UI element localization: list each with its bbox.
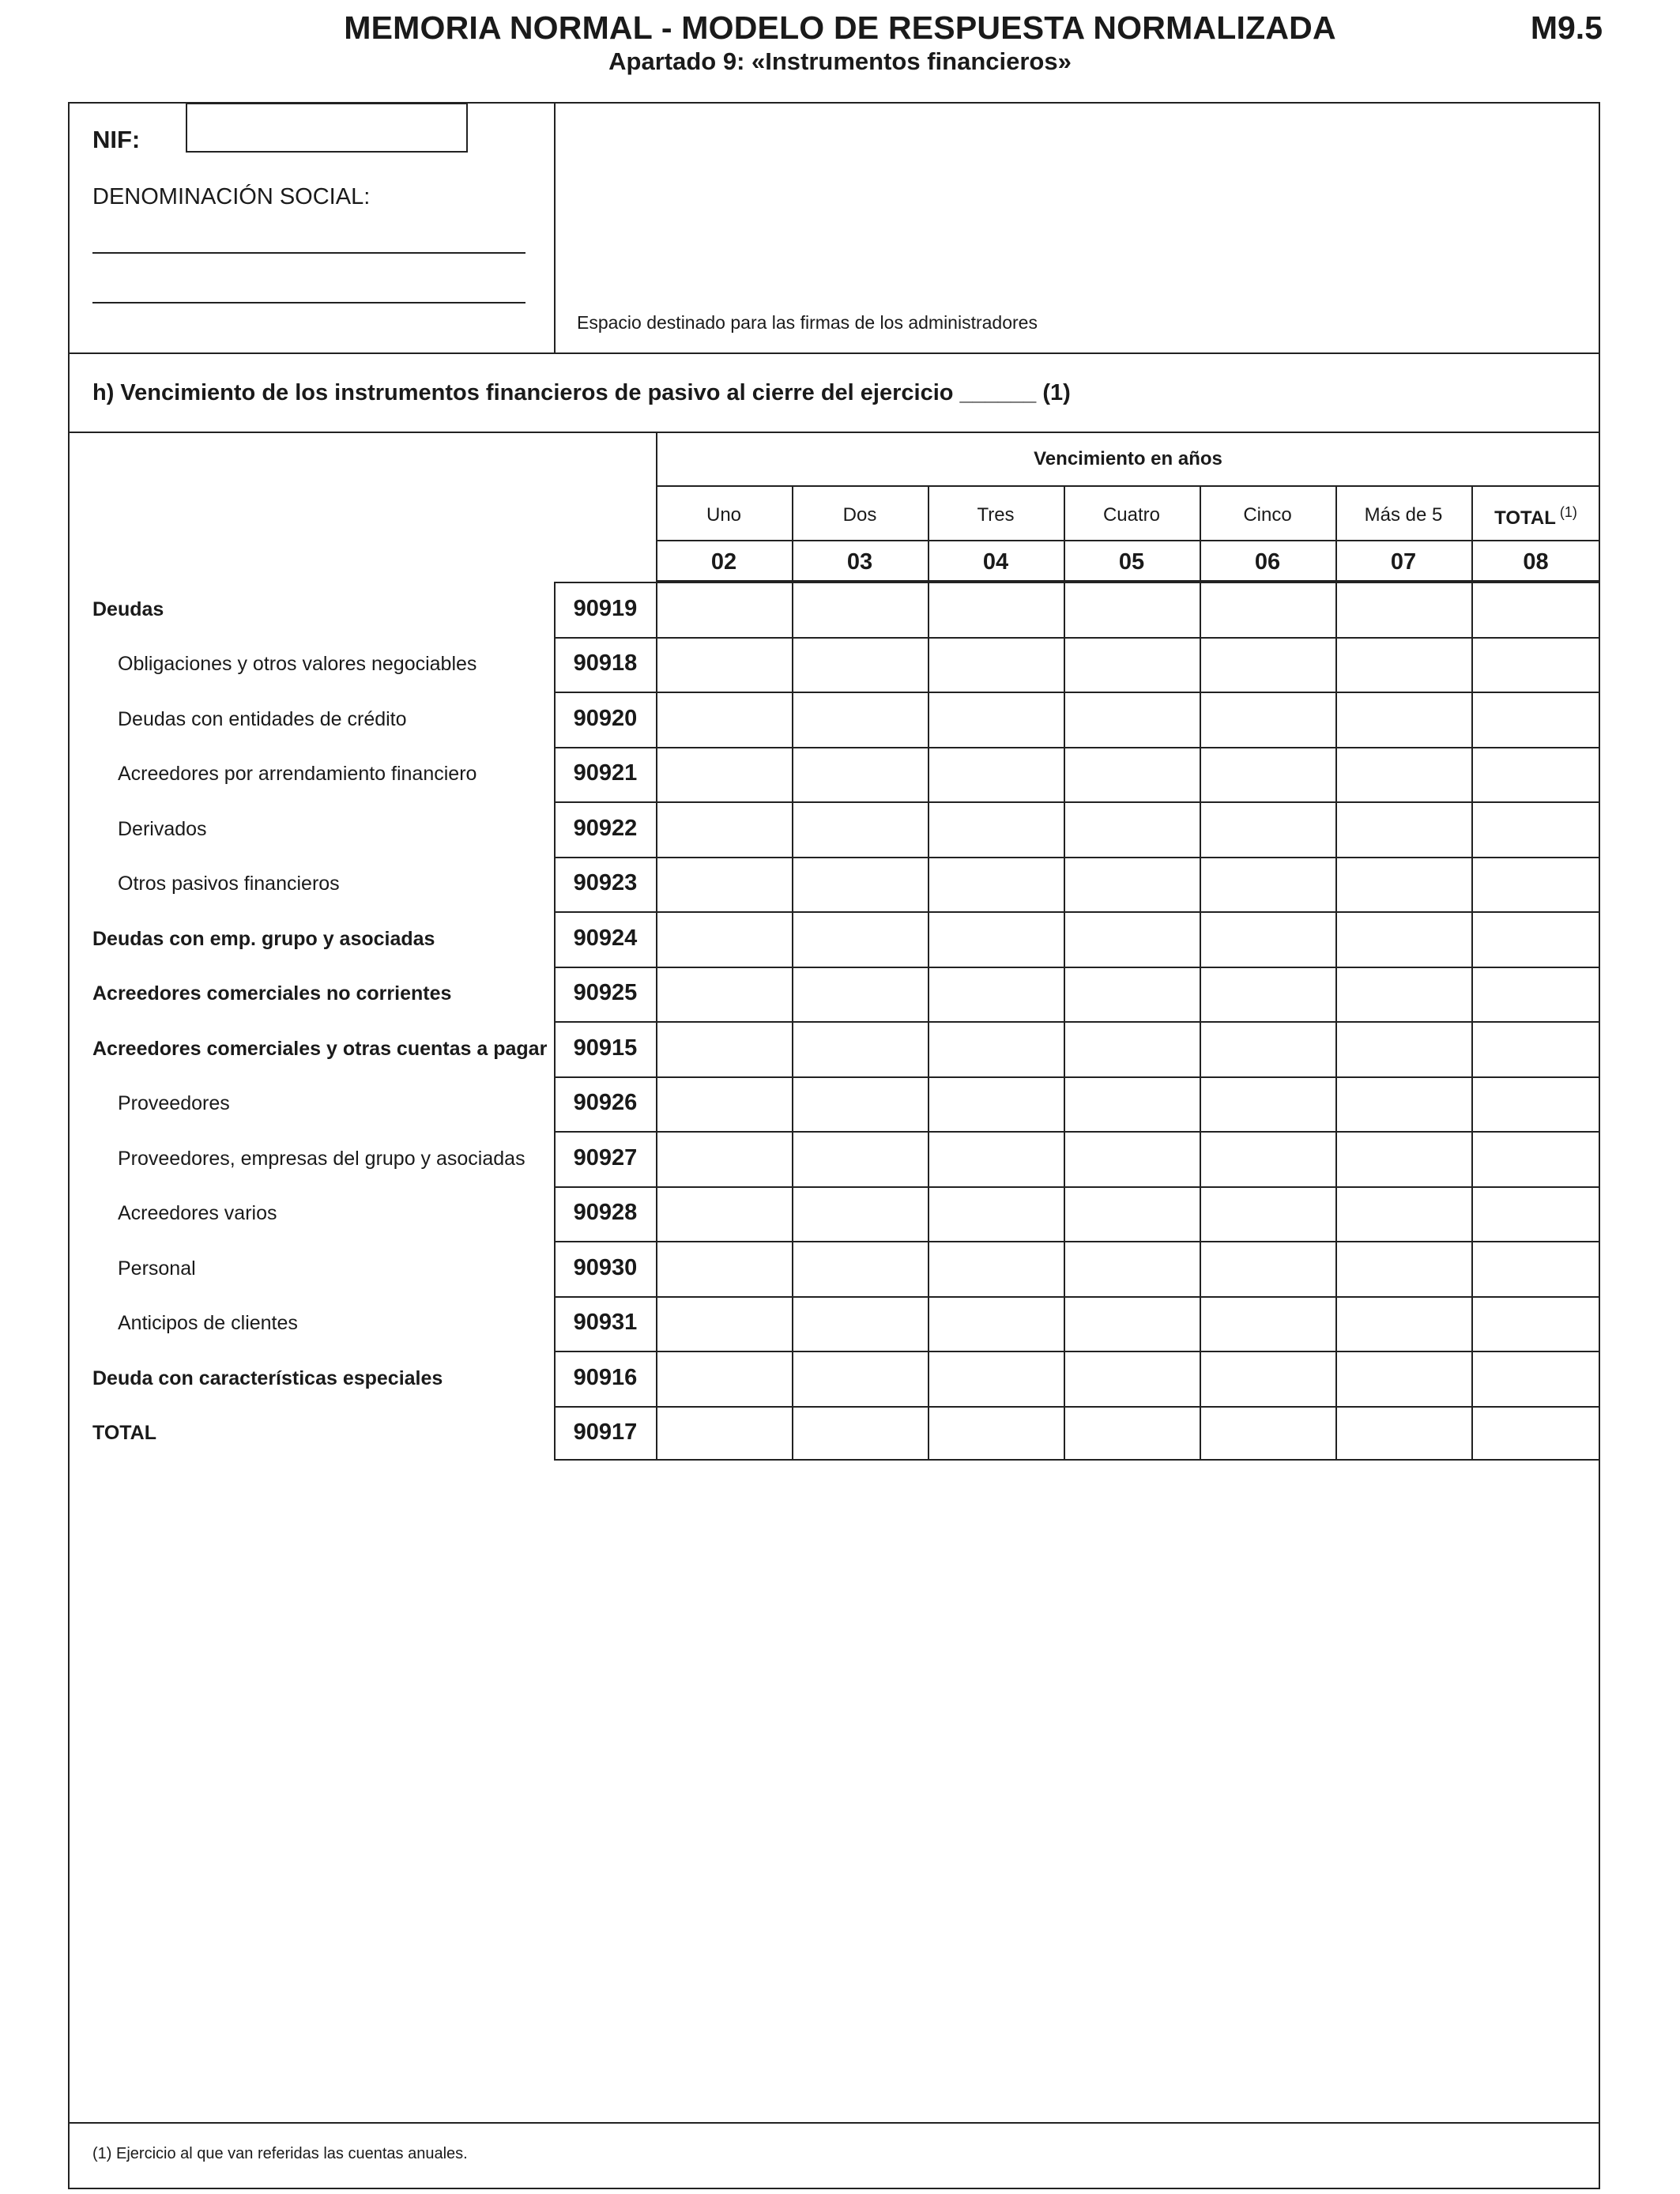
column-header-08 [1471, 504, 1600, 530]
row-code-90925: 90925 [573, 980, 638, 1006]
amount-input-90918-08[interactable] [1471, 637, 1600, 692]
amount-input-90927-04[interactable] [928, 1131, 1064, 1186]
row-label-90925: Acreedores comerciales no corrientes [92, 982, 452, 1005]
amount-input-90920-03[interactable] [792, 692, 928, 747]
amount-input-90920-04[interactable] [928, 692, 1064, 747]
amount-input-90931-04[interactable] [928, 1296, 1064, 1351]
amount-input-90921-07[interactable] [1335, 747, 1471, 802]
row-code-90922: 90922 [573, 815, 638, 841]
amount-input-90918-04[interactable] [928, 637, 1064, 692]
amount-input-90931-07[interactable] [1335, 1296, 1471, 1351]
amount-input-90925-06[interactable] [1200, 967, 1335, 1022]
amount-input-90930-02[interactable] [656, 1241, 792, 1296]
amount-input-90919-05[interactable] [1064, 582, 1200, 637]
amount-input-90918-06[interactable] [1200, 637, 1335, 692]
form-code: M9.5 [1530, 9, 1603, 46]
amount-input-90915-05[interactable] [1064, 1021, 1200, 1076]
amount-input-90915-03[interactable] [792, 1021, 928, 1076]
amount-input-90927-07[interactable] [1335, 1131, 1471, 1186]
amount-input-90930-06[interactable] [1200, 1241, 1335, 1296]
column-header-05 [1064, 504, 1200, 526]
amount-input-90928-04[interactable] [928, 1186, 1064, 1242]
amount-input-90924-03[interactable] [792, 911, 928, 967]
row-code-90927: 90927 [573, 1144, 638, 1171]
amount-input-90922-02[interactable] [656, 801, 792, 857]
amount-input-90928-06[interactable] [1200, 1186, 1335, 1242]
amount-input-90921-04[interactable] [928, 747, 1064, 802]
amount-input-90926-08[interactable] [1471, 1076, 1600, 1132]
amount-input-90925-02[interactable] [656, 967, 792, 1022]
amount-input-90921-02[interactable] [656, 747, 792, 802]
row-label-90923: Otros pasivos financieros [118, 873, 340, 895]
amount-input-90926-05[interactable] [1064, 1076, 1200, 1132]
amount-input-90917-06[interactable] [1200, 1406, 1335, 1461]
amount-input-90915-02[interactable] [656, 1021, 792, 1076]
amount-input-90930-03[interactable] [792, 1241, 928, 1296]
amount-input-90922-03[interactable] [792, 801, 928, 857]
row-label-90916: Deuda con características especiales [92, 1367, 443, 1389]
row-code-90920: 90920 [573, 705, 638, 731]
row-label-90930: Personal [118, 1257, 196, 1280]
form-title: MEMORIA NORMAL - MODELO DE RESPUESTA NORMALIZADA [344, 9, 1336, 46]
denominacion-label: DENOMINACIÓN SOCIAL: [92, 184, 371, 209]
amount-input-90926-04[interactable] [928, 1076, 1064, 1132]
amount-input-90928-07[interactable] [1335, 1186, 1471, 1242]
amount-input-90927-05[interactable] [1064, 1131, 1200, 1186]
column-code-06: 06 [1254, 549, 1281, 575]
amount-input-90930-08[interactable] [1471, 1241, 1600, 1296]
column-label: Más de 5 [1364, 504, 1443, 526]
amount-input-90923-03[interactable] [792, 857, 928, 912]
amount-input-90928-05[interactable] [1064, 1186, 1200, 1242]
column-code-04: 04 [982, 549, 1009, 575]
amount-input-90920-07[interactable] [1335, 692, 1471, 747]
amount-input-90930-04[interactable] [928, 1241, 1064, 1296]
amount-input-90916-08[interactable] [1471, 1351, 1600, 1406]
row-code-90919: 90919 [573, 595, 638, 621]
amount-input-90920-08[interactable] [1471, 692, 1600, 747]
row-label-90919: Deudas [92, 598, 164, 620]
amount-input-90919-03[interactable] [792, 582, 928, 637]
amount-input-90927-06[interactable] [1200, 1131, 1335, 1186]
amount-input-90920-05[interactable] [1064, 692, 1200, 747]
column-header-03 [792, 504, 928, 526]
amount-input-90931-02[interactable] [656, 1296, 792, 1351]
amount-input-90931-05[interactable] [1064, 1296, 1200, 1351]
amount-input-90918-07[interactable] [1335, 637, 1471, 692]
row-label-90927: Proveedores, empresas del grupo y asociadas [118, 1147, 525, 1170]
amount-input-90921-03[interactable] [792, 747, 928, 802]
amount-input-90921-06[interactable] [1200, 747, 1335, 802]
row-code-90928: 90928 [573, 1200, 638, 1226]
row-code-90931: 90931 [573, 1310, 638, 1336]
amount-input-90930-05[interactable] [1064, 1241, 1200, 1296]
amount-input-90926-06[interactable] [1200, 1076, 1335, 1132]
column-code-02: 02 [710, 549, 737, 575]
amount-input-90922-07[interactable] [1335, 801, 1471, 857]
amount-input-90926-07[interactable] [1335, 1076, 1471, 1132]
amount-input-90919-08[interactable] [1471, 582, 1600, 637]
amount-input-90917-04[interactable] [928, 1406, 1064, 1461]
amount-input-90917-08[interactable] [1471, 1406, 1600, 1461]
amount-input-90923-06[interactable] [1200, 857, 1335, 912]
column-header-02 [656, 504, 792, 526]
row-label-90921: Acreedores por arrendamiento financiero [118, 763, 477, 786]
section-title: h) Vencimiento de los instrumentos financieros de pasivo al cierre del ejercicio ______ (1) [92, 380, 1071, 405]
amount-input-90915-06[interactable] [1200, 1021, 1335, 1076]
amount-input-90916-06[interactable] [1200, 1351, 1335, 1406]
amount-input-90921-05[interactable] [1064, 747, 1200, 802]
column-label: Cinco [1243, 504, 1292, 526]
amount-input-90915-07[interactable] [1335, 1021, 1471, 1076]
row-label-90920: Deudas con entidades de crédito [118, 707, 407, 730]
amount-input-90926-02[interactable] [656, 1076, 792, 1132]
amount-input-90925-05[interactable] [1064, 967, 1200, 1022]
column-label: TOTAL [1494, 507, 1556, 529]
amount-input-90922-06[interactable] [1200, 801, 1335, 857]
row-label-90926: Proveedores [118, 1092, 230, 1115]
signature-caption: Espacio destinado para las firmas de los administradores [577, 312, 1038, 333]
column-code-05: 05 [1118, 549, 1145, 575]
column-label: Dos [842, 504, 877, 526]
amount-input-90931-06[interactable] [1200, 1296, 1335, 1351]
footnote: (1) Ejercicio al que van referidas las cuentas anuales. [92, 2145, 468, 2162]
amount-input-90924-04[interactable] [928, 911, 1064, 967]
amount-input-90923-04[interactable] [928, 857, 1064, 912]
amount-input-90916-05[interactable] [1064, 1351, 1200, 1406]
column-code-08: 08 [1523, 549, 1549, 575]
row-code-90924: 90924 [573, 925, 638, 951]
row-code-90926: 90926 [573, 1090, 638, 1116]
row-code-90930: 90930 [573, 1254, 638, 1280]
row-label-90931: Anticipos de clientes [118, 1312, 298, 1335]
amount-input-90924-08[interactable] [1471, 911, 1600, 967]
amount-input-90928-02[interactable] [656, 1186, 792, 1242]
row-label-90918: Obligaciones y otros valores negociables [118, 653, 477, 676]
amount-input-90918-05[interactable] [1064, 637, 1200, 692]
amount-input-90917-07[interactable] [1335, 1406, 1471, 1461]
row-label-90928: Acreedores varios [118, 1202, 277, 1225]
amount-input-90930-07[interactable] [1335, 1241, 1471, 1296]
vencimiento-header: Vencimiento en años [1034, 448, 1222, 469]
amount-input-90917-03[interactable] [792, 1406, 928, 1461]
amount-input-90922-05[interactable] [1064, 801, 1200, 857]
row-code-90918: 90918 [573, 650, 638, 677]
column-header-07 [1335, 504, 1471, 526]
amount-input-90919-02[interactable] [656, 582, 792, 637]
amount-input-90923-08[interactable] [1471, 857, 1600, 912]
amount-input-90924-06[interactable] [1200, 911, 1335, 967]
column-code-03: 03 [846, 549, 873, 575]
amount-input-90925-04[interactable] [928, 967, 1064, 1022]
amount-input-90917-02[interactable] [656, 1406, 792, 1461]
amount-input-90916-07[interactable] [1335, 1351, 1471, 1406]
amount-input-90925-08[interactable] [1471, 967, 1600, 1022]
amount-input-90925-07[interactable] [1335, 967, 1471, 1022]
row-code-90916: 90916 [573, 1364, 638, 1390]
row-label-90924: Deudas con emp. grupo y asociadas [92, 927, 435, 950]
amount-input-90927-08[interactable] [1471, 1131, 1600, 1186]
column-label: Cuatro [1102, 504, 1161, 526]
amount-input-90916-04[interactable] [928, 1351, 1064, 1406]
amount-input-90915-08[interactable] [1471, 1021, 1600, 1076]
column-header-04 [928, 504, 1064, 526]
row-label-90917: TOTAL [92, 1422, 157, 1445]
form-subtitle: Apartado 9: «Instrumentos financieros» [608, 47, 1072, 75]
amount-input-90919-06[interactable] [1200, 582, 1335, 637]
amount-input-90927-03[interactable] [792, 1131, 928, 1186]
amount-input-90922-04[interactable] [928, 801, 1064, 857]
amount-input-90928-08[interactable] [1471, 1186, 1600, 1242]
amount-input-90920-06[interactable] [1200, 692, 1335, 747]
amount-input-90928-03[interactable] [792, 1186, 928, 1242]
column-note: (1) [1555, 504, 1577, 520]
amount-input-90931-08[interactable] [1471, 1296, 1600, 1351]
amount-input-90917-05[interactable] [1064, 1406, 1200, 1461]
column-header-06 [1200, 504, 1335, 526]
row-label-90922: Derivados [118, 817, 207, 840]
amount-input-90915-04[interactable] [928, 1021, 1064, 1076]
amount-input-90916-03[interactable] [792, 1351, 928, 1406]
amount-input-90922-08[interactable] [1471, 801, 1600, 857]
amount-input-90923-07[interactable] [1335, 857, 1471, 912]
row-code-90917: 90917 [573, 1419, 638, 1446]
amount-input-90918-03[interactable] [792, 637, 928, 692]
column-label: Tres [977, 504, 1015, 526]
amount-input-90924-07[interactable] [1335, 911, 1471, 967]
amount-input-90919-04[interactable] [928, 582, 1064, 637]
row-code-90923: 90923 [573, 870, 638, 896]
amount-input-90916-02[interactable] [656, 1351, 792, 1406]
row-code-90915: 90915 [573, 1035, 638, 1061]
amount-input-90926-03[interactable] [792, 1076, 928, 1132]
amount-input-90923-05[interactable] [1064, 857, 1200, 912]
amount-input-90924-02[interactable] [656, 911, 792, 967]
row-code-90921: 90921 [573, 760, 638, 786]
amount-input-90919-07[interactable] [1335, 582, 1471, 637]
amount-input-90924-05[interactable] [1064, 911, 1200, 967]
amount-input-90920-02[interactable] [656, 692, 792, 747]
amount-input-90921-08[interactable] [1471, 747, 1600, 802]
nif-label: NIF: [92, 126, 141, 153]
amount-input-90931-03[interactable] [792, 1296, 928, 1351]
amount-input-90918-02[interactable] [656, 637, 792, 692]
column-code-07: 07 [1390, 549, 1417, 575]
amount-input-90925-03[interactable] [792, 967, 928, 1022]
amount-input-90923-02[interactable] [656, 857, 792, 912]
amount-input-90927-02[interactable] [656, 1131, 792, 1186]
column-label: Uno [706, 504, 742, 526]
footnote-rule [68, 2122, 1600, 2124]
row-label-90915: Acreedores comerciales y otras cuentas a pagar [92, 1037, 548, 1060]
